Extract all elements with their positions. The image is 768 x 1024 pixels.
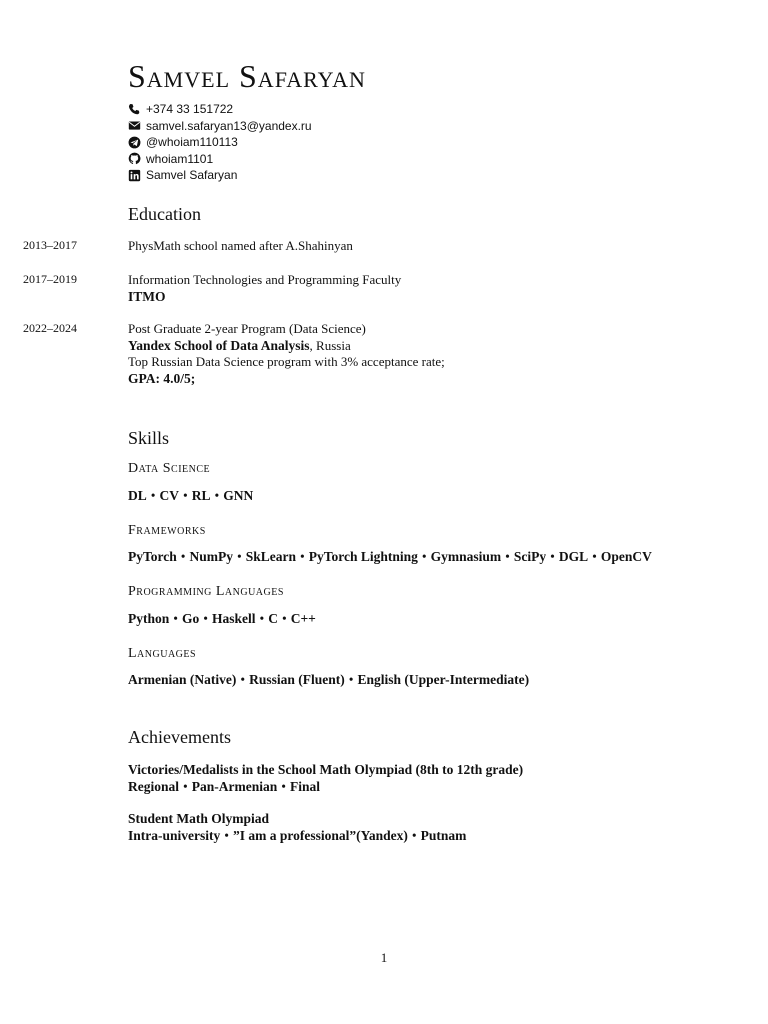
skill-item: Russian (Fluent) [249, 672, 345, 687]
skill-item: Gymnasium [430, 549, 502, 564]
contact-linkedin-text: Samvel Safaryan [146, 168, 238, 182]
contact-list [128, 101, 312, 184]
skill-list [128, 611, 316, 627]
achievement-entry [128, 811, 466, 844]
education-description: Top Russian Data Science program with 3% acceptance rate; [128, 354, 445, 369]
education-heading: Education [128, 204, 201, 224]
skill-item: Armenian (Native) [128, 672, 237, 687]
skill-item: DL [128, 488, 147, 503]
separator-dot: • [183, 778, 188, 794]
separator-dot: • [505, 549, 510, 564]
skill-item: GNN [223, 488, 254, 503]
education-details [128, 272, 401, 305]
skill-item: SciPy [513, 549, 547, 564]
skill-item: Haskell [212, 611, 256, 626]
separator-dot: • [281, 778, 286, 794]
education-gpa: GPA: 4.0/5; [128, 370, 196, 386]
separator-dot: • [240, 672, 246, 687]
separator-dot: • [224, 827, 229, 843]
separator-dot: • [421, 549, 427, 564]
separator-dot: • [173, 611, 178, 626]
page-number: 1 [380, 950, 388, 965]
achievement-title: Victories/Medalists in the School Math Olympiad (8th to 12th grade) [128, 762, 524, 777]
separator-dot: • [183, 488, 188, 503]
linkedin-icon [128, 169, 141, 182]
education-dates: 2022–2024 [23, 321, 77, 335]
contact-github-text: whoiam1101 [146, 151, 214, 166]
skill-item: PyTorch Lightning [308, 549, 418, 564]
skill-item: C [268, 611, 278, 626]
education-details [128, 321, 445, 387]
contact-linkedin[interactable] [128, 167, 312, 184]
education-location: , Russia [309, 337, 351, 353]
education-program: Information Technologies and Programming Faculty [128, 272, 402, 287]
skill-item: SkLearn [245, 549, 296, 564]
skill-group-title: Languages [128, 646, 197, 661]
separator-dot: • [300, 549, 305, 564]
email-icon [128, 119, 141, 132]
contact-phone-text: +374 33 151722 [146, 102, 234, 116]
skill-group-title: Programming Languages [128, 584, 284, 599]
phone-icon [128, 103, 141, 116]
skill-item: Go [182, 611, 200, 626]
skill-list [128, 549, 652, 565]
achievements-heading: Achievements [128, 727, 231, 747]
achievement-item: Intra-university [128, 827, 221, 843]
separator-dot: • [592, 549, 597, 564]
separator-dot: • [282, 611, 287, 626]
skill-item: Python [128, 611, 170, 626]
candidate-name: Samvel Safaryan [128, 58, 366, 94]
skill-item: NumPy [189, 549, 233, 564]
separator-dot: • [180, 549, 186, 564]
achievement-item: Regional [128, 778, 180, 794]
contact-email-text: samvel.safaryan13@yandex.ru [146, 118, 312, 133]
education-institution: ITMO [128, 288, 166, 304]
achievement-items [128, 779, 523, 796]
skill-item: DGL [558, 549, 589, 564]
skill-item: CV [159, 488, 179, 503]
skill-group-title: Frameworks [128, 523, 206, 538]
separator-dot: • [203, 611, 208, 626]
achievement-title: Student Math Olympiad [128, 811, 270, 826]
education-program: Post Graduate 2-year Program (Data Science) [128, 321, 366, 336]
contact-telegram-text: @whoiam110113 [146, 135, 238, 149]
telegram-icon [128, 136, 141, 149]
education-details [128, 238, 353, 255]
achievement-item: Pan-Armenian [191, 778, 278, 794]
skill-item: PyTorch [128, 549, 177, 564]
skill-item: English (Upper-Intermediate) [357, 672, 530, 687]
achievement-item: Final [289, 778, 320, 794]
achievement-entry [128, 762, 523, 795]
skill-list [128, 488, 253, 504]
skills-heading: Skills [128, 428, 170, 448]
skill-item: RL [191, 488, 211, 503]
contact-email[interactable] [128, 118, 312, 135]
education-institution: Yandex School of Data Analysis [128, 337, 310, 353]
contact-telegram[interactable] [128, 134, 312, 151]
contact-phone[interactable] [128, 101, 312, 118]
skill-item: C++ [290, 611, 316, 626]
separator-dot: • [550, 549, 555, 564]
achievement-item: Putnam [420, 827, 467, 843]
skill-list [128, 672, 529, 688]
contact-github[interactable] [128, 151, 312, 168]
github-icon [128, 152, 141, 165]
skill-item: OpenCV [600, 549, 652, 564]
achievement-items [128, 828, 466, 845]
separator-dot: • [259, 611, 265, 626]
education-dates: 2017–2019 [23, 272, 77, 286]
separator-dot: • [214, 488, 220, 503]
separator-dot: • [411, 827, 417, 843]
achievement-item: ”I am a professional”(Yandex) [232, 827, 408, 843]
separator-dot: • [150, 488, 156, 503]
skill-group-title: Data Science [128, 461, 211, 476]
education-institution-line [128, 338, 445, 355]
education-dates: 2013–2017 [23, 238, 77, 252]
education-program: PhysMath school named after A.Shahinyan [128, 238, 353, 253]
separator-dot: • [348, 672, 354, 687]
separator-dot: • [237, 549, 242, 564]
